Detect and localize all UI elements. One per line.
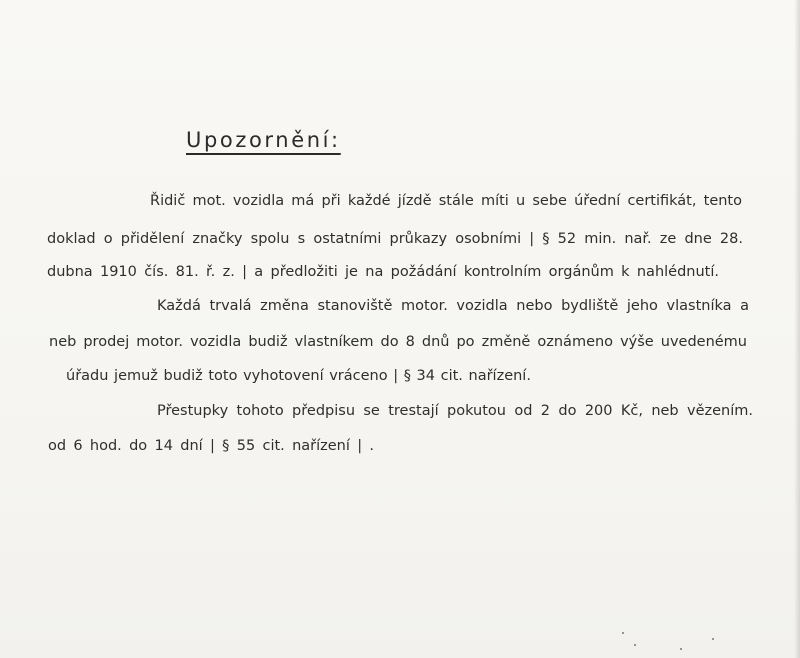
paper-speck [680, 648, 682, 650]
paper-speck [712, 638, 714, 640]
paragraph-1-line-1: Řidič mot. vozidla má při každé jízdě stále míti u sebe úřední certifikát, tento [150, 193, 742, 209]
paragraph-2-line-2: neb prodej motor. vozidla budiž vlastníkem do 8 dnů po změně oznámeno výše uvedenému [49, 334, 747, 350]
notice-heading: Upozornění: [186, 128, 341, 152]
paper-specks [620, 624, 740, 654]
page-edge-shadow [794, 0, 800, 658]
paragraph-1-line-2: doklad o přidělení značky spolu s ostatními průkazy osobními | § 52 min. nař. ze dne 28. [47, 231, 743, 247]
paragraph-2-line-3: úřadu jemuž budiž toto vyhotovení vráceno | § 34 cit. nařízení. [66, 368, 531, 384]
paragraph-3-line-1: Přestupky tohoto předpisu se trestají pokutou od 2 do 200 Kč, neb vězením. [157, 403, 753, 419]
paragraph-1-line-3: dubna 1910 čís. 81. ř. z. | a předložiti je na požádání kontrolním orgánům k nahlédnutí. [47, 264, 719, 280]
paragraph-3-line-2: od 6 hod. do 14 dní | § 55 cit. nařízení | . [48, 438, 374, 454]
paper-speck [622, 632, 624, 634]
paragraph-2-line-1: Každá trvalá změna stanoviště motor. vozidla nebo bydliště jeho vlastníka a [157, 298, 749, 314]
paper-speck [634, 644, 636, 646]
